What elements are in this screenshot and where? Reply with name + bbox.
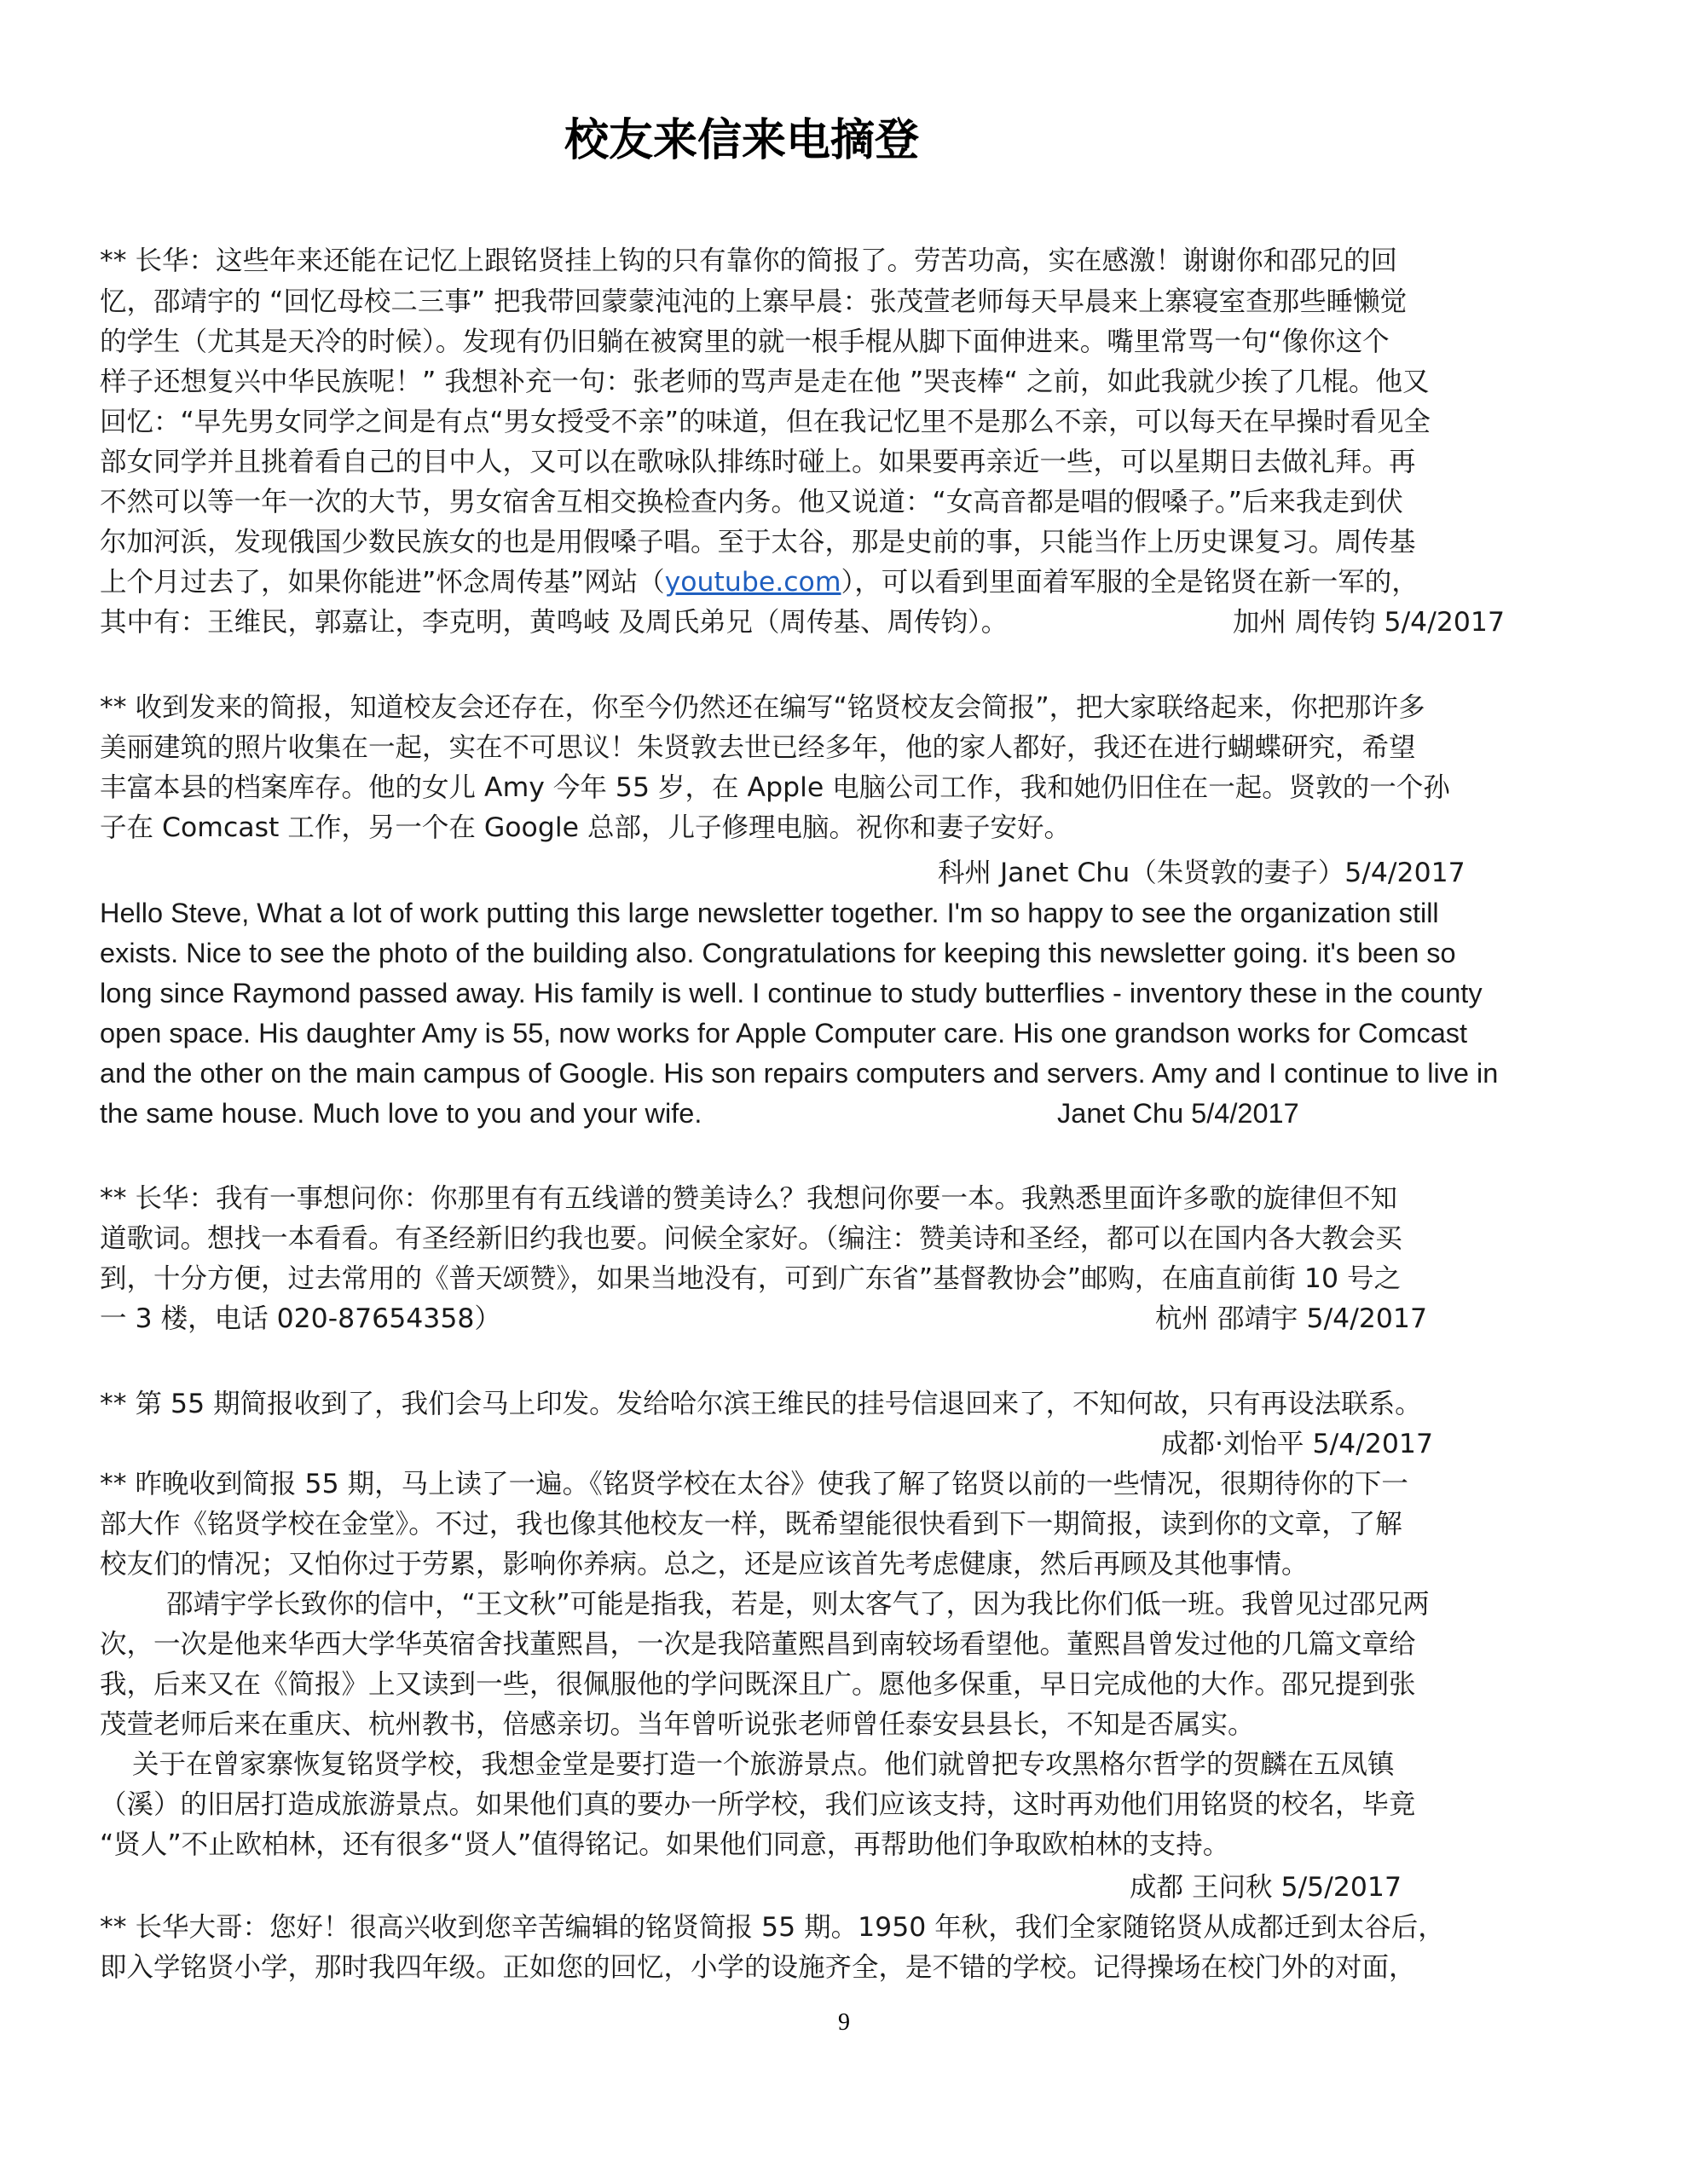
text-line: exists. Nice to see the photo of the building also. Congratulations for keeping this newsletter going. it's been so [100,938,1456,968]
text-line [100,562,1419,603]
text-line: 成都 王问秋 5/5/2017 [1130,1872,1402,1903]
page-title: 校友来信来电摘登 [564,115,919,166]
text-line: 回忆：“早先男女同学之间是有点“男女授受不亲”的味道，但在我记忆里不是那么不亲，可以每天在早操时看见全 [100,407,1431,437]
text-line: ** 第 55 期简报收到了，我们会马上印发。发给哈尔滨王维民的挂号信退回来了，不知何故，只有再设法联系。 [100,1389,1422,1419]
text-line: 即入学铭贤小学，那时我四年级。正如您的回忆，小学的设施齐全，是不错的学校。记得操场在校门外的对面， [100,1952,1416,1983]
text-line: “贤人”不止欧柏林，还有很多“贤人”值得铭记。如果他们同意，再帮助他们争取欧柏林的支持。 [100,1829,1230,1860]
text-line: Janet Chu 5/4/2017 [1057,1098,1299,1129]
text-line: ** 昨晚收到简报 55 期，马上读了一遍。《铭贤学校在太谷》使我了解了铭贤以前的一些情况，很期待你的下一 [100,1469,1408,1499]
text-line: 加州 周传钧 5/4/2017 [1233,607,1505,638]
text-line: 成都·刘怡平 5/4/2017 [1161,1429,1433,1459]
text-line: long since Raymond passed away. His family is well. I continue to study butterflies - inventory these in the county [100,978,1483,1008]
text-line: the same house. Much love to you and your wife. [100,1098,702,1129]
text-line: 不然可以等一年一次的大节，男女宿舍互相交换检查内务。他又说道：“女高音都是唱的假嗓子。”后来我走到伏 [100,487,1403,517]
text-line: 其中有：王维民，郭嘉让，李克明，黄鸣岐 及周氏弟兄（周传基、周传钧）。 [100,607,1009,638]
text-line: 茂萱老师后来在重庆、杭州教书，倍感亲切。当年曾听说张老师曾任泰安县县长，不知是否属实。 [100,1709,1255,1740]
text-line: 次，一次是他来华西大学华英宿舍找董熙昌，一次是我陪董熙昌到南较场看望他。董熙昌曾发过他的几篇文章给 [100,1629,1416,1660]
text-span: ），可以看到里面着军服的全是铭贤在新一军的， [841,567,1419,598]
text-line: ** 长华：我有一事想问你：你那里有有五线谱的赞美诗么？我想问你要一本。我熟悉里面许多歌的旋律但不知 [100,1183,1398,1214]
text-line: （溪）的旧居打造成旅游景点。如果他们真的要办一所学校，我们应该支持，这时再劝他们用铭贤的校名，毕竟 [100,1789,1416,1820]
text-line: 到，十分方便，过去常用的《普天颂赞》，如果当地没有，可到广东省”基督教协会”邮购，在庙直前街 10 号之 [100,1263,1402,1294]
text-line: 样子还想复兴中华民族呢！” 我想补充一句：张老师的骂声是走在他 ”哭丧棒“ 之前，如此我就少挨了几棍。他又 [100,367,1430,397]
text-line: and the other on the main campus of Google. His son repairs computers and servers. Amy and I continue to live in [100,1058,1499,1089]
text-line: open space. His daughter Amy is 55, now works for Apple Computer care. His one grandson works for Comcast [100,1018,1468,1049]
text-line: 忆，邵靖宇的 “回忆母校二三事” 把我带回蒙蒙沌沌的上寨早晨：张茂萱老师每天早晨来上寨寝室查那些睡懒觉 [100,286,1408,317]
text-line: 美丽建筑的照片收集在一起，实在不可思议！朱贤敦去世已经多年，他的家人都好，我还在进行蝴蝶研究，希望 [100,732,1416,763]
text-line: 部女同学并且挑着看自己的目中人，又可以在歌咏队排练时碰上。如果要再亲近一些，可以星期日去做礼拜。再 [100,447,1416,477]
text-line: 尔加河浜，发现俄国少数民族女的也是用假嗓子唱。至于太谷，那是史前的事，只能当作上历史课复习。周传基 [100,527,1416,558]
text-line: 邵靖宇学长致你的信中，“王文秋”可能是指我，若是，则太客气了，因为我比你们低一班。我曾见过邵兄两 [166,1589,1430,1620]
text-line: 子在 Comcast 工作，另一个在 Google 总部，儿子修理电脑。祝你和妻子安好。 [100,812,1071,843]
text-line: 科州 Janet Chu（朱贤敦的妻子）5/4/2017 [938,858,1465,888]
youtube-link[interactable]: youtube.com [664,567,841,598]
text-line: ** 收到发来的简报，知道校友会还存在，你至今仍然还在编写“铭贤校友会简报”，把大家联络起来，你把那许多 [100,692,1425,723]
text-line: 校友们的情况；又怕你过于劳累，影响你养病。总之，还是应该首先考虑健康，然后再顾及其他事情。 [100,1549,1309,1580]
text-line: 关于在曾家寨恢复铭贤学校，我想金堂是要打造一个旅游景点。他们就曾把专攻黑格尔哲学的贺麟在五凤镇 [132,1749,1395,1780]
text-line: 的学生（尤其是天冷的时候）。发现有仍旧躺在被窝里的就一根手棍从脚下面伸进来。嘴里常骂一句“像你这个 [100,326,1390,357]
page-number: 9 [838,2009,850,2036]
text-line: ** 长华：这些年来还能在记忆上跟铭贤挂上钩的只有靠你的简报了。劳苦功高，实在感激！谢谢你和邵兄的回 [100,246,1398,276]
text-line: Hello Steve, What a lot of work putting this large newsletter together. I'm so happy to see the organization still [100,898,1439,928]
text-span: 上个月过去了，如果你能进”怀念周传基”网站（ [100,567,665,598]
text-line: ** 长华大哥：您好！很高兴收到您辛苦编辑的铭贤简报 55 期。1950 年秋，我们全家随铭贤从成都迁到太谷后， [100,1912,1445,1943]
text-line: 杭州 邵靖宇 5/4/2017 [1155,1303,1427,1334]
text-line: 道歌词。想找一本看看。有圣经新旧约我也要。问候全家好。（编注：赞美诗和圣经，都可以在国内各大教会买 [100,1223,1402,1254]
text-line: 一 3 楼，电话 020-87654358） [100,1303,501,1334]
text-line: 丰富本县的档案库存。他的女儿 Amy 今年 55 岁，在 Apple 电脑公司工作，我和她仍旧住在一起。贤敦的一个孙 [100,772,1450,803]
text-line: 我，后来又在《简报》上又读到一些，很佩服他的学问既深且广。愿他多保重，早日完成他的大作。邵兄提到张 [100,1669,1416,1700]
text-line: 部大作《铭贤学校在金堂》。不过，我也像其他校友一样，既希望能很快看到下一期简报，读到你的文章，了解 [100,1509,1402,1540]
